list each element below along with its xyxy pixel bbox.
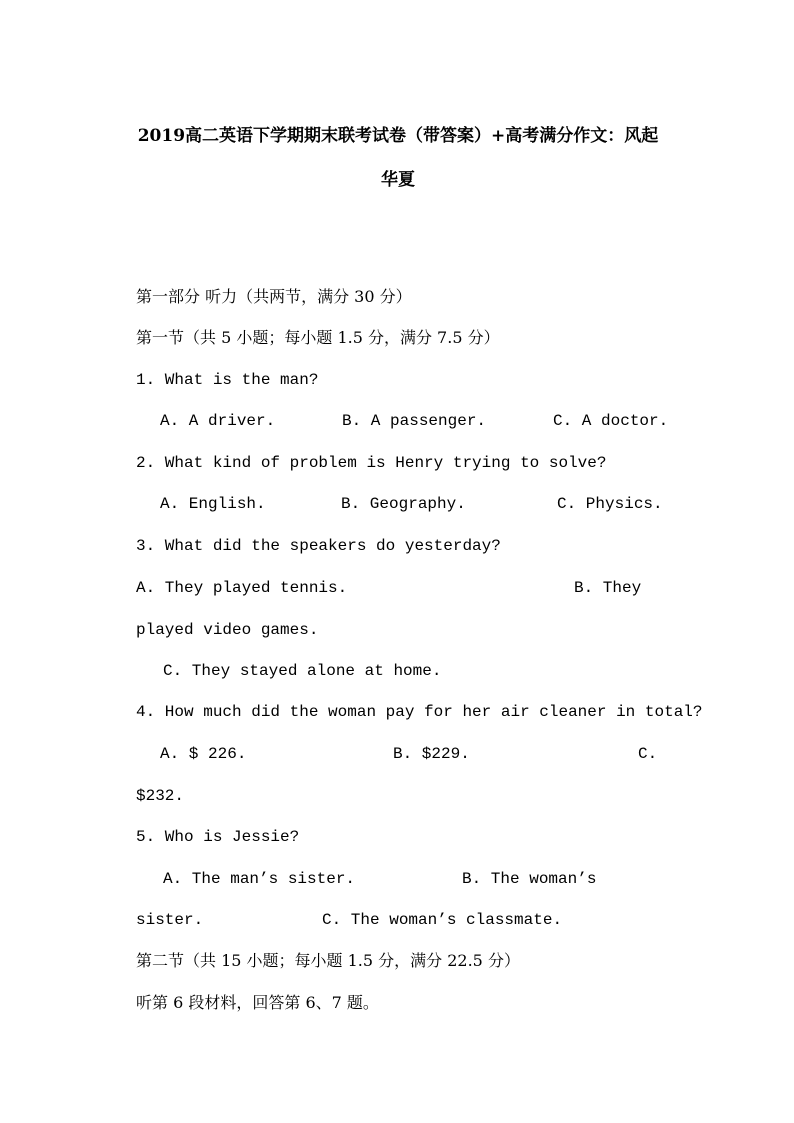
question-2-option-c: C. Physics.: [557, 495, 663, 513]
question-3-option-c: C. They stayed alone at home.: [163, 662, 442, 680]
question-4-option-c: C.: [638, 745, 658, 763]
document-title-line-1: 2019高二英语下学期期末联考试卷（带答案）+高考满分作文：风起: [137, 126, 659, 146]
part-one-heading: 第一部分 听力（共两节，满分 30 分）: [136, 287, 412, 306]
question-3-option-b-continued: played video games.: [136, 621, 319, 639]
question-1-stem: 1. What is the man?: [136, 371, 319, 389]
question-5-option-a: A. The man’s sister.: [163, 870, 356, 888]
question-3-option-b: B. They: [574, 579, 642, 597]
section-one-heading: 第一节（共 5 小题；每小题 1.5 分，满分 7.5 分）: [136, 328, 500, 347]
section-two-heading: 第二节（共 15 小题；每小题 1.5 分，满分 22.5 分）: [136, 951, 520, 970]
question-5-option-c: C. The woman’s classmate.: [322, 911, 563, 929]
question-1-option-c: C. A doctor.: [553, 412, 669, 430]
document-title-line-2: 华夏: [381, 170, 415, 190]
question-4-option-b: B. $229.: [393, 745, 470, 763]
question-2-option-b: B. Geography.: [341, 495, 466, 513]
question-1-option-a: A. A driver.: [160, 412, 276, 430]
listening-instruction: 听第 6 段材料，回答第 6、7 题。: [136, 993, 379, 1012]
question-5-option-b: B. The woman’s: [462, 870, 597, 888]
question-1-option-b: B. A passenger.: [342, 412, 487, 430]
question-4-option-a: A. $ 226.: [160, 745, 247, 763]
question-4-option-c-continued: $232.: [136, 787, 185, 805]
question-5-option-b-continued: sister.: [136, 911, 204, 929]
question-5-stem: 5. Who is Jessie?: [136, 828, 300, 846]
question-2-stem: 2. What kind of problem is Henry trying to solve?: [136, 454, 607, 472]
question-3-stem: 3. What did the speakers do yesterday?: [136, 537, 501, 555]
question-3-option-a: A. They played tennis.: [136, 579, 348, 597]
question-4-stem: 4. How much did the woman pay for her air cleaner in total?: [136, 703, 703, 721]
question-2-option-a: A. English.: [160, 495, 266, 513]
